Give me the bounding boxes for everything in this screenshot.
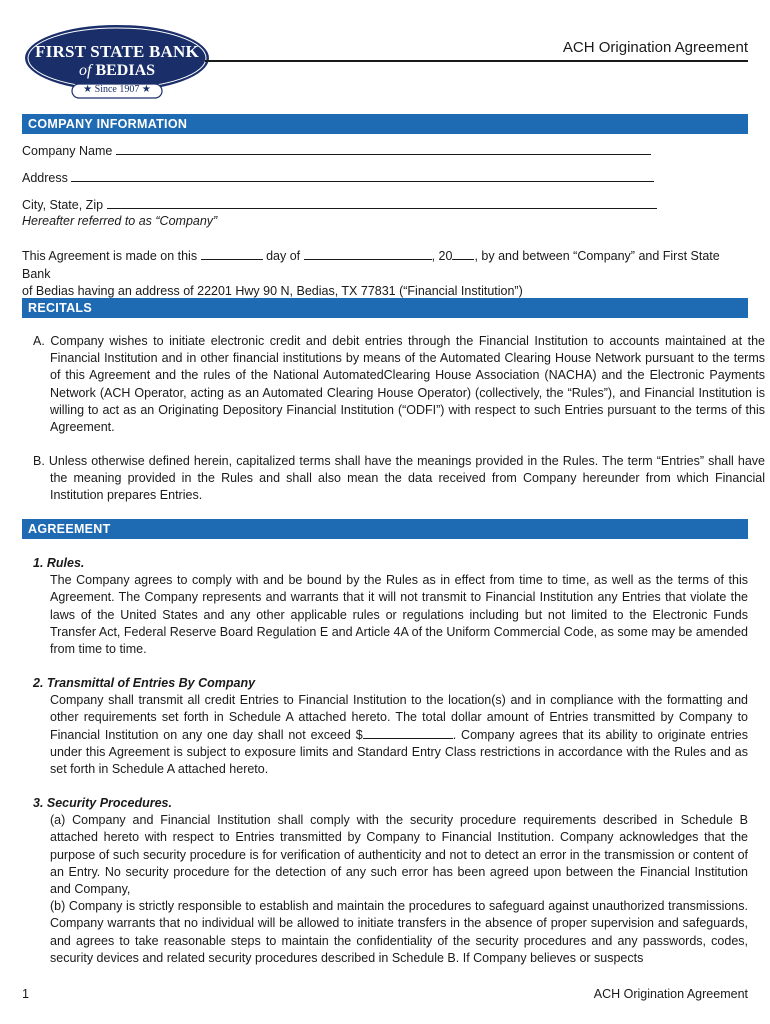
- address-label: Address: [22, 171, 68, 185]
- exposure-limit-line[interactable]: [363, 737, 453, 739]
- agreement-text-2: day of: [266, 249, 301, 263]
- city-state-zip-label: City, State, Zip: [22, 198, 104, 212]
- document-title: ACH Origination Agreement: [562, 39, 748, 56]
- agreement-day-line[interactable]: [201, 258, 263, 260]
- agreement-section-3: [33, 795, 748, 967]
- section-3-b: (b) Company is strictly responsible to establish and maintain the procedures to safeguard against unauthorized transmissions. Company warrants that no individual will be allowed to initiate transfers in the absence of proper supervision and safeguards, and agrees to take reasonable steps to maintain the confidentiality of the security procedures and any passwords, codes, security devices and related security procedures described in Schedule B. If Company believes or suspects: [50, 899, 748, 965]
- bank-logo: [22, 22, 212, 100]
- logo-line-1: FIRST STATE BANK: [35, 42, 199, 61]
- logo-line-2: of BEDIAS: [78, 62, 156, 79]
- address-line[interactable]: [71, 180, 654, 182]
- agreement-text-3: , 20: [431, 249, 453, 263]
- page-number: 1: [22, 987, 29, 1001]
- recital-b: B. Unless otherwise defined herein, capitalized terms shall have the meanings provided in the Rules. The term “Entries” shall have the meaning provided in the Rules and shall also mean the data received from Company hereunder from which Financial Institution prepares Entries.: [33, 454, 765, 503]
- agreement-text-1: This Agreement is made on this: [22, 249, 198, 263]
- recital-a: A. Company wishes to initiate electronic credit and debit entries through the Financial Institution to accounts maintained at the Financial Institution and in other financial institutions by means of the Automated Clearing House Network pursuant to the terms of this Agreement and the rules of the National AutomatedClearing House Association (NACHA) and the Electronic Payments Network (ACH Operator, acting as an Automated Clearing House Operator) (collectively, the “Rules”), and Financial Institution is willing to act as an Originating Depository Financial Institution (“ODFI”) with respect to such Entries pursuant to the terms of this Agreement.: [33, 334, 765, 435]
- section-2-text-1: Company shall transmit all credit Entries to Financial Institution to the location(s) and in compliance with the formatting and other requirements set forth in Schedule A attached hereto. The total dollar amount of Entries transmitted by Company to Financial Institution on any one day shall not exceed $: [50, 693, 748, 742]
- agreement-section-2: [33, 675, 748, 778]
- header-rule: [205, 60, 748, 62]
- section-3-a: (a) Company and Financial Institution shall comply with the security procedure requirements described in Schedule B attached hereto with respect to Entries transmitted by Company to Financial Institution. Company acknowledges that the purpose of such security procedure is for verification of authenticity and not to detect an error in the transmission or content of an Entry. No security procedure for the detection of any such error has been agreed upon between the Financial Institution and Company,: [50, 813, 748, 897]
- agreement-date-paragraph: [22, 248, 748, 301]
- section-company-information: COMPANY INFORMATION: [22, 114, 748, 134]
- agreement-text-4: , by and between “Company” and First State Bank: [22, 249, 720, 281]
- section-1-title: 1. Rules.: [33, 556, 85, 570]
- address-field[interactable]: [22, 171, 654, 185]
- agreement-month-line[interactable]: [304, 258, 432, 260]
- section-recitals: RECITALS: [22, 298, 748, 318]
- footer-title: ACH Origination Agreement: [593, 987, 748, 1001]
- company-name-field[interactable]: [22, 144, 651, 158]
- city-state-zip-field[interactable]: [22, 198, 657, 212]
- section-2-body: [33, 692, 748, 778]
- city-state-zip-line[interactable]: [107, 207, 657, 209]
- company-name-label: Company Name: [22, 144, 113, 158]
- section-agreement: AGREEMENT: [22, 519, 748, 539]
- hereafter-note: Hereafter referred to as “Company”: [22, 214, 218, 228]
- agreement-year-line[interactable]: [452, 258, 474, 260]
- company-name-line[interactable]: [116, 153, 651, 155]
- section-3-title: 3. Security Procedures.: [33, 796, 172, 810]
- section-2-title: 2. Transmittal of Entries By Company: [33, 676, 256, 690]
- logo-since: ★ Since 1907 ★: [83, 84, 151, 95]
- agreement-text-5: of Bedias having an address of 22201 Hwy 90 N, Bedias, TX 77831 (“Financial Institution”): [22, 284, 523, 298]
- agreement-section-1: [33, 555, 748, 658]
- section-2-text-2: . Company agrees that its ability to originate entries under this Agreement is subject to exposure limits and Standard Entry Class restrictions in accordance with the Rules and as set forth in Schedule A attached hereto.: [50, 727, 748, 777]
- section-1-body: The Company agrees to comply with and be bound by the Rules as in effect from time to time, as well as the terms of this Agreement. The Company represents and warrants that it will not transmit to Financial Institution any Entries that violate the laws of the United States and any other applicable rules or regulations including but not limited to the Electronic Funds Transfer Act, Federal Reserve Board Regulation E and Article 4A of the Uniform Commercial Code, as some may be amended from time to time.: [50, 573, 748, 657]
